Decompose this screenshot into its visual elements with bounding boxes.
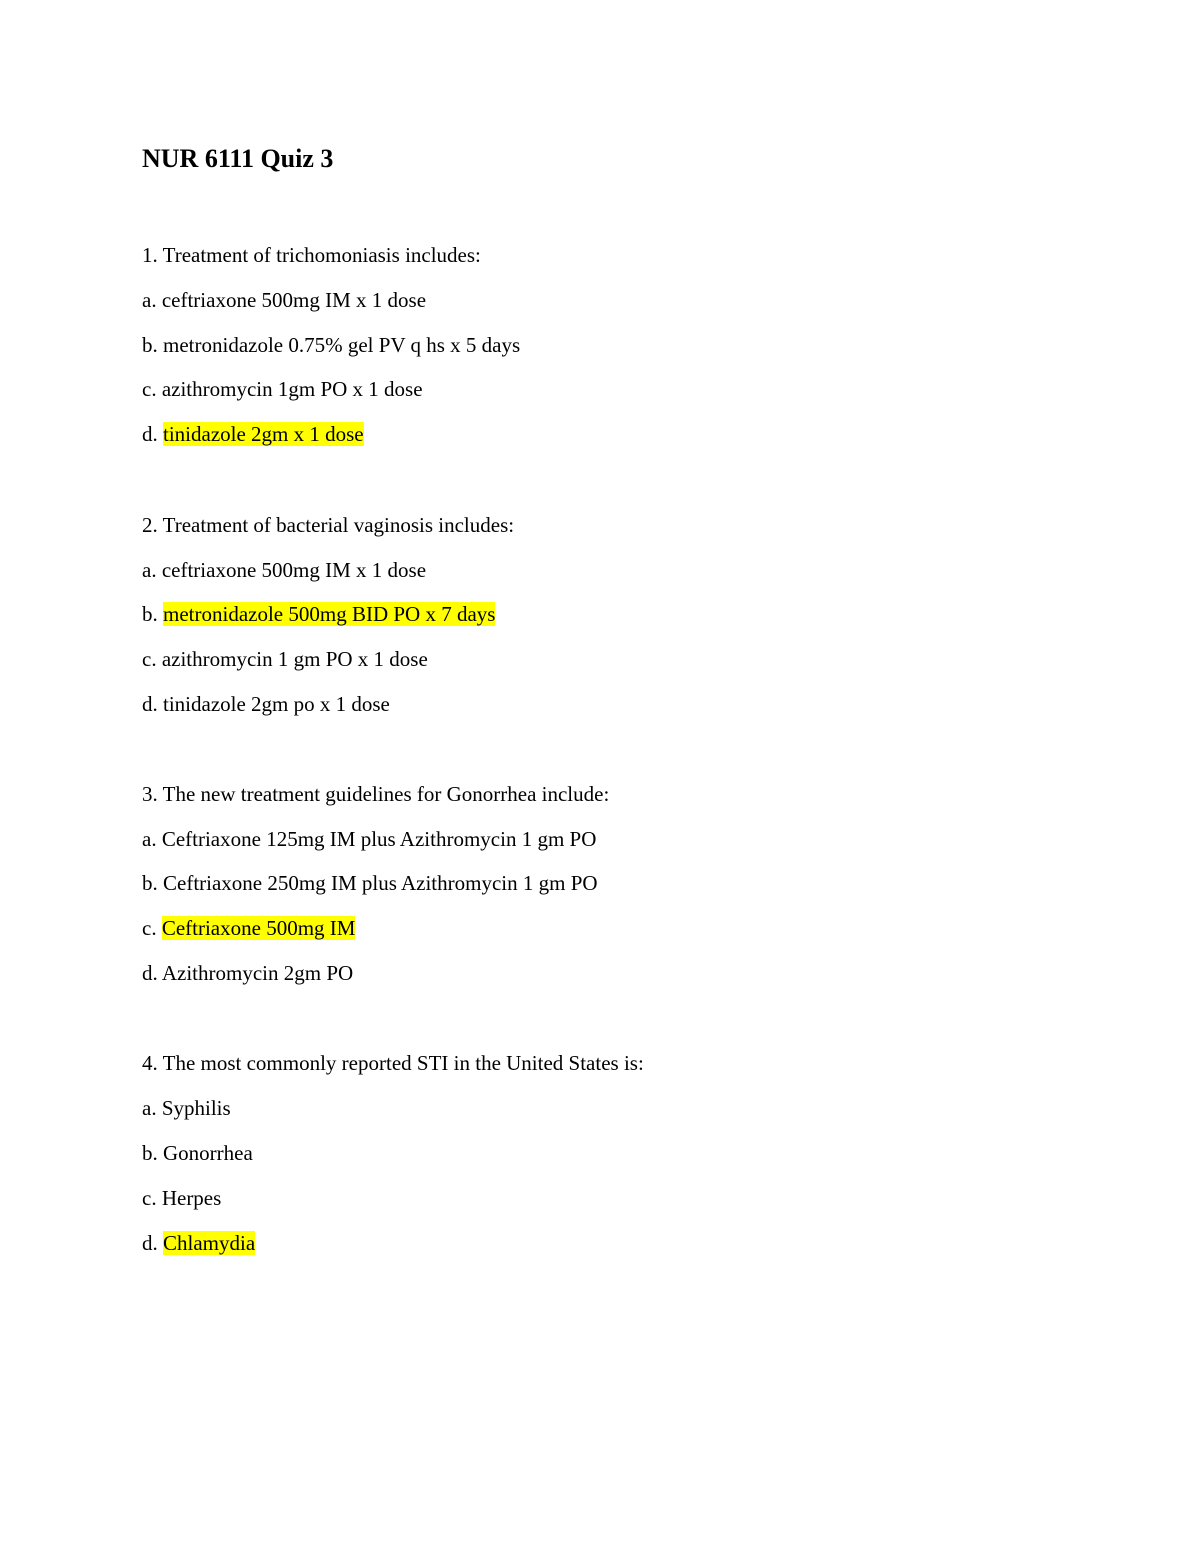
question-4: [142, 1049, 644, 1077]
highlighted-answer: metronidazole 500mg BID PO x 7 days: [163, 602, 496, 626]
option-text: Syphilis: [161, 1096, 231, 1120]
question-text: 2. Treatment of bacterial vaginosis includes:: [142, 513, 515, 537]
question-text: 4. The most commonly reported STI in the United States is:: [142, 1051, 644, 1075]
highlighted-answer: Chlamydia: [163, 1231, 256, 1255]
q1-option-b: [142, 331, 520, 359]
option-prefix: a.: [142, 288, 162, 312]
q4-option-d: [142, 1229, 255, 1257]
option-prefix: c.: [142, 1186, 162, 1210]
option-prefix: d.: [142, 422, 163, 446]
option-prefix: a.: [142, 558, 162, 582]
option-text: ceftriaxone 500mg IM x 1 dose: [161, 558, 427, 582]
option-text: azithromycin 1 gm PO x 1 dose: [161, 647, 428, 671]
option-text: Ceftriaxone 125mg IM plus Azithromycin 1 gm PO: [161, 827, 597, 851]
option-text: Ceftriaxone 250mg IM plus Azithromycin 1 gm PO: [163, 871, 598, 895]
question-1: [142, 241, 481, 269]
option-text: Gonorrhea: [163, 1141, 253, 1165]
page-title: NUR 6111 Quiz 3: [142, 144, 334, 173]
option-prefix: d.: [142, 692, 163, 716]
highlighted-answer: tinidazole 2gm x 1 dose: [163, 422, 364, 446]
q1-option-d: [142, 420, 364, 448]
q3-option-d: [142, 959, 353, 987]
q3-option-a: [142, 825, 596, 853]
option-text: tinidazole 2gm po x 1 dose: [163, 692, 390, 716]
q3-option-b: [142, 869, 598, 897]
question-text: 1. Treatment of trichomoniasis includes:: [142, 243, 481, 267]
question-3: [142, 780, 609, 808]
q4-option-b: [142, 1139, 253, 1167]
q2-option-d: [142, 690, 390, 718]
option-text: metronidazole 0.75% gel PV q hs x 5 days: [163, 333, 521, 357]
option-prefix: b.: [142, 333, 163, 357]
option-prefix: a.: [142, 827, 162, 851]
option-prefix: d.: [142, 961, 162, 985]
question-2: [142, 511, 514, 539]
option-prefix: a.: [142, 1096, 162, 1120]
q2-option-c: [142, 645, 428, 673]
highlighted-answer: Ceftriaxone 500mg IM: [161, 916, 356, 940]
option-prefix: b.: [142, 871, 163, 895]
option-prefix: b.: [142, 1141, 163, 1165]
q3-option-c: [142, 914, 355, 942]
q1-option-a: [142, 286, 426, 314]
option-prefix: c.: [142, 916, 162, 940]
option-prefix: c.: [142, 647, 162, 671]
option-text: azithromycin 1gm PO x 1 dose: [161, 377, 423, 401]
option-prefix: c.: [142, 377, 162, 401]
option-text: Azithromycin 2gm PO: [161, 961, 354, 985]
q2-option-a: [142, 556, 426, 584]
q2-option-b: [142, 600, 495, 628]
q4-option-a: [142, 1094, 231, 1122]
option-prefix: b.: [142, 602, 163, 626]
option-text: ceftriaxone 500mg IM x 1 dose: [161, 288, 427, 312]
option-text: Herpes: [161, 1186, 222, 1210]
q1-option-c: [142, 375, 423, 403]
option-prefix: d.: [142, 1231, 163, 1255]
question-text: 3. The new treatment guidelines for Gonorrhea include:: [142, 782, 610, 806]
q4-option-c: [142, 1184, 221, 1212]
